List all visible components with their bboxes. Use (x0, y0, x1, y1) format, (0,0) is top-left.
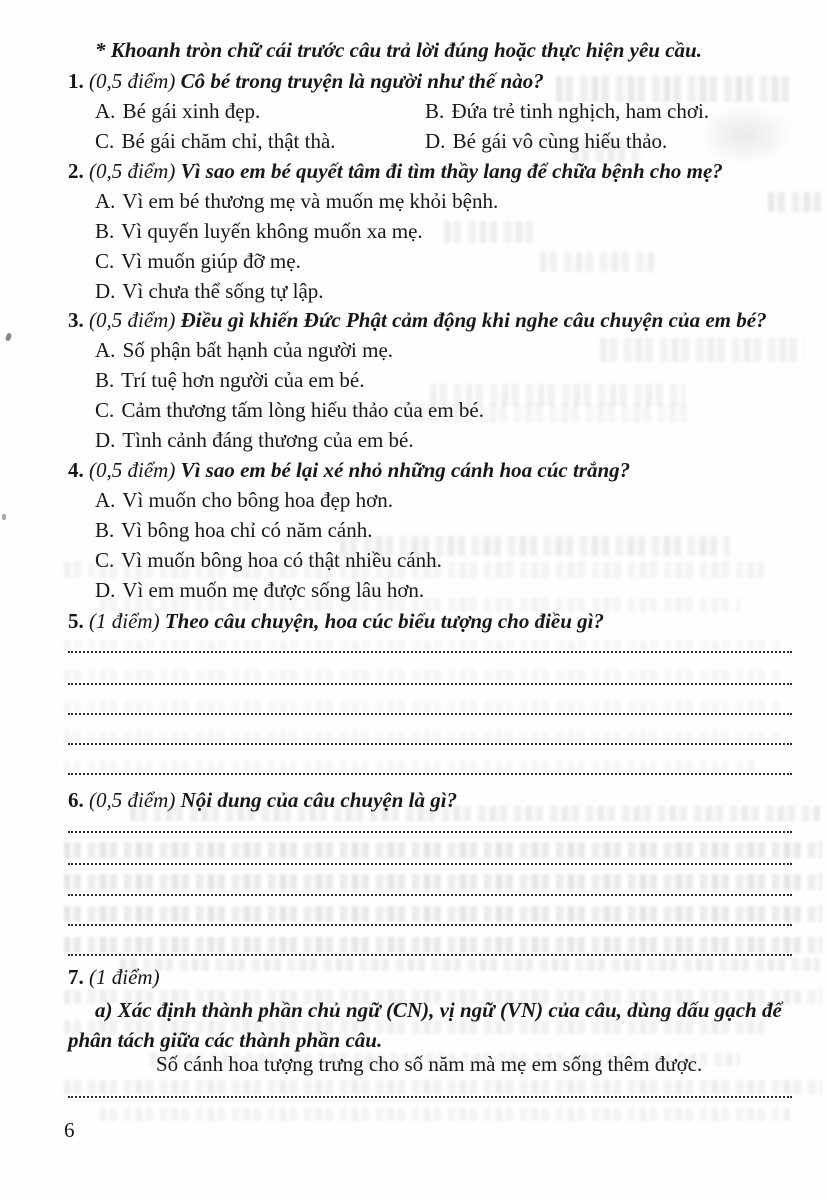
question-1-stem (68, 66, 794, 96)
question-text: Nội dung của câu chuyện là gì? (180, 788, 458, 812)
question-points: (0,5 điểm) (89, 159, 176, 183)
question-number: 7. (68, 965, 84, 989)
option-b: B. Vì quyến luyến không muốn xa mẹ. (95, 219, 423, 243)
question-1 (68, 66, 794, 156)
option-a: A. Vì em bé thương mẹ và muốn mẹ khỏi bệnh. (95, 189, 499, 213)
question-number: 1. (68, 69, 84, 93)
question-text: Cô bé trong truyện là người như thế nào? (180, 69, 544, 93)
question-5 (68, 606, 794, 636)
bleedthrough-artifact (64, 731, 780, 743)
question-6-stem (68, 785, 794, 815)
question-number: 5. (68, 609, 84, 633)
answer-line (68, 713, 792, 715)
bleedthrough-artifact (64, 906, 822, 922)
option-d: D. Bé gái vô cùng hiếu thảo. (425, 129, 668, 153)
option-c: C. Bé gái chăm chỉ, thật thà. (95, 129, 336, 153)
bleedthrough-artifact (64, 1080, 822, 1094)
part-label: a) (95, 998, 113, 1022)
question-text: Vì sao em bé quyết tâm đi tìm thầy lang để chữa bệnh cho mẹ? (180, 159, 723, 183)
question-points: (1 điểm) (89, 965, 160, 989)
option-b: B. Đứa trẻ tinh nghịch, ham chơi. (425, 99, 710, 123)
question-text: Vì sao em bé lại xé nhỏ những cánh hoa cúc trắng? (180, 458, 631, 482)
page-number: 6 (64, 1118, 75, 1142)
option-d: D. Tình cảnh đáng thương của em bé. (95, 428, 414, 452)
answer-line (68, 683, 792, 685)
answer-line (68, 651, 792, 653)
option-a: A. Vì muốn cho bông hoa đẹp hơn. (95, 488, 393, 512)
bleedthrough-artifact (64, 937, 822, 953)
option-b: B. Trí tuệ hơn người của em bé. (95, 368, 365, 392)
answer-line (68, 924, 792, 926)
option-d: D. Vì em muốn mẹ được sống lâu hơn. (95, 578, 425, 602)
question-7 (68, 962, 794, 992)
bleedthrough-artifact (64, 761, 754, 773)
answer-line (68, 831, 792, 833)
question-2 (68, 156, 794, 306)
question-number: 4. (68, 458, 84, 482)
answer-line (68, 773, 792, 775)
question-3-stem (68, 305, 794, 335)
question-number: 3. (68, 308, 84, 332)
bleedthrough-artifact (64, 842, 822, 858)
option-d: D. Vì chưa thể sống tự lập. (95, 279, 324, 303)
instruction-line: * Khoanh tròn chữ cái trước câu trả lời đúng hoặc thực hiện yêu cầu. (95, 38, 702, 62)
question-text: Điều gì khiến Đức Phật cảm động khi nghe câu chuyện của em bé? (180, 308, 767, 332)
bleedthrough-artifact (100, 1108, 790, 1121)
question-points: (0,5 điểm) (89, 458, 176, 482)
question-6 (68, 785, 794, 815)
question-points: (0,5 điểm) (89, 788, 176, 812)
part-text: Xác định thành phần chủ ngữ (CN), vị ngữ (VN) của câu, dùng dấu gạch để phân tách giữa các thành phần câu. (68, 998, 782, 1052)
question-2-stem (68, 156, 794, 186)
question-4-stem (68, 455, 794, 485)
question-7-stem (68, 962, 794, 992)
question-3 (68, 305, 794, 455)
scan-speck (2, 514, 6, 520)
bleedthrough-artifact (64, 670, 780, 682)
option-c: C. Cảm thương tấm lòng hiếu thảo của em bé. (95, 398, 485, 422)
answer-line (68, 894, 792, 896)
option-b: B. Vì bông hoa chỉ có năm cánh. (95, 518, 373, 542)
question-text: Theo câu chuyện, hoa cúc biểu tượng cho điều gì? (164, 609, 605, 633)
option-a: A. Bé gái xinh đẹp. (95, 99, 261, 123)
answer-line (68, 863, 792, 865)
bleedthrough-artifact (64, 874, 822, 890)
option-c: C. Vì muốn bông hoa có thật nhiều cánh. (95, 548, 442, 572)
question-7-sentence: Số cánh hoa tượng trưng cho số năm mà mẹ em sống thêm được. (156, 1052, 703, 1076)
question-number: 2. (68, 159, 84, 183)
answer-line (68, 954, 792, 956)
question-5-stem (68, 606, 794, 636)
question-points: (0,5 điểm) (89, 308, 176, 332)
question-points: (1 điểm) (89, 609, 160, 633)
question-points: (0,5 điểm) (89, 69, 176, 93)
answer-line (68, 1096, 792, 1098)
question-7-part-a (68, 995, 796, 1055)
scan-speck (5, 332, 12, 341)
option-a: A. Số phận bất hạnh của người mẹ. (95, 338, 394, 362)
option-c: C. Vì muốn giúp đỡ mẹ. (95, 249, 301, 273)
question-4 (68, 455, 794, 605)
answer-line (68, 743, 792, 745)
question-number: 6. (68, 788, 84, 812)
bleedthrough-artifact (64, 701, 780, 713)
